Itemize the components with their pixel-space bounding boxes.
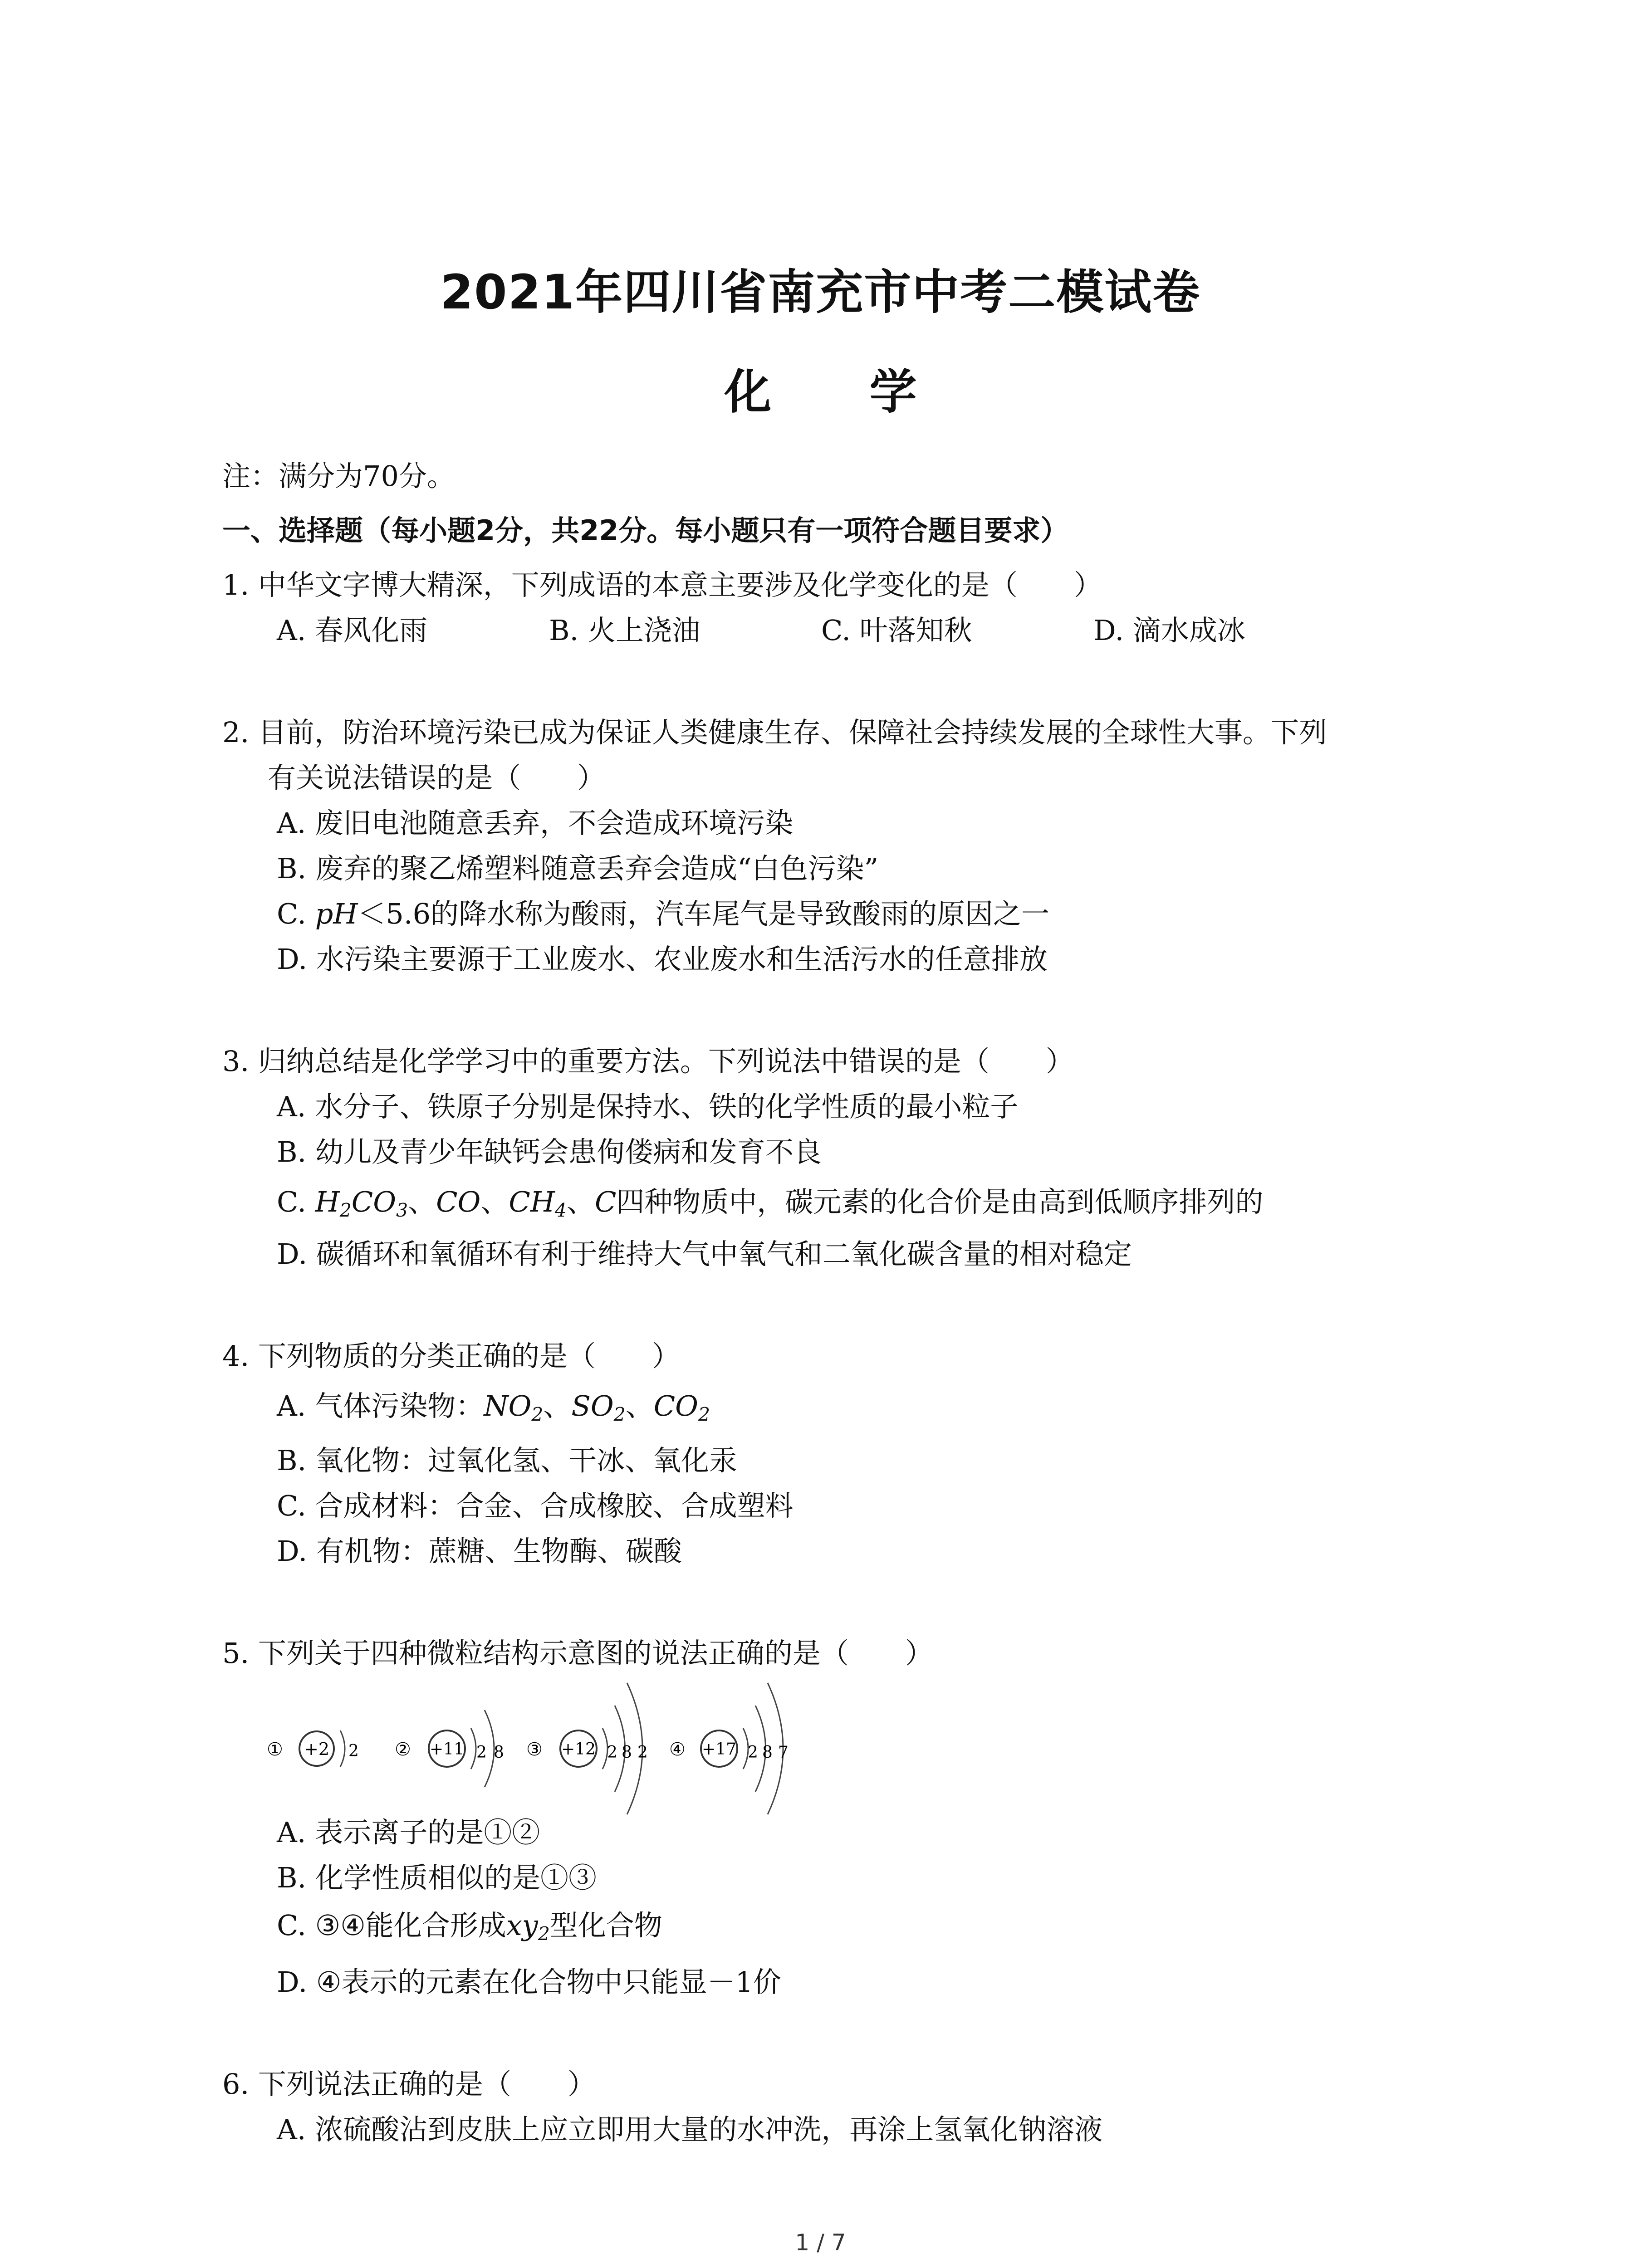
section-heading: 一、选择题（每小题2分，共22分。每小题只有一项符合题目要求） (222, 514, 1069, 547)
particle-1-label: ① (267, 1739, 283, 1760)
particle-1-shell-1-count: 2 (348, 1742, 359, 1760)
carbon-compounds-formula: $H_2CO_3$、CO、$CH_4$、C (315, 1185, 617, 1222)
question-3-option-c: C. $H_2CO_3$、CO、$CH_4$、C四种物质中，碳元素的化合价是由高到低顺序排列的 (277, 1185, 1264, 1222)
particle-4 (669, 1683, 789, 1814)
particle-3-shell-1-count: 2 (607, 1743, 617, 1762)
particle-2-shell-2-count: 8 (494, 1743, 504, 1762)
particle-4-label: ④ (669, 1739, 686, 1760)
question-2-option-c: C. pH＜5.6的降水称为酸雨，汽车尾气是导致酸雨的原因之一 (277, 897, 1050, 930)
xy2-formula: xy (506, 1909, 538, 1942)
question-4-stem: 4. 下列物质的分类正确的是（ ） (222, 1339, 680, 1373)
particle-1-nucleus-charge: +2 (304, 1739, 330, 1759)
particle-3 (526, 1683, 648, 1814)
question-2-stem-line-1: 2. 目前，防治环境污染已成为保证人类健康生存、保障社会持续发展的全球性大事。下列 (222, 716, 1327, 749)
question-4-option-a: A. 气体污染物：$NO_2$、$SO_2$、$CO_2$ (277, 1389, 710, 1426)
question-5-option-c: C. ③④能化合形成$xy_2$型化合物 (277, 1909, 662, 1945)
particle-4-nucleus-charge: +17 (702, 1740, 736, 1759)
particle-4-shell-3-count: 7 (778, 1743, 789, 1762)
question-1-stem: 1. 中华文字博大精深，下列成语的本意主要涉及化学变化的是（ ） (222, 568, 1102, 601)
question-2-option-d: D. 水污染主要源于工业废水、农业废水和生活污水的任意排放 (277, 943, 1048, 976)
particle-3-label: ③ (526, 1739, 543, 1760)
particle-3-shell-2-count: 8 (622, 1743, 632, 1762)
particle-1-shell-1 (340, 1730, 345, 1767)
question-1-option-d: D. 滴水成冰 (1093, 614, 1245, 647)
question-6-option-a: A. 浓硫酸沾到皮肤上应立即用大量的水冲洗，再涂上氢氧化钠溶液 (277, 2113, 1103, 2146)
question-3-stem: 3. 归纳总结是化学学习中的重要方法。下列说法中错误的是（ ） (222, 1045, 1074, 1078)
gas-pollutants-formula: $NO_2$、$SO_2$、$CO_2$ (484, 1389, 710, 1426)
question-2-option-a: A. 废旧电池随意丢弃，不会造成环境污染 (277, 807, 794, 840)
exam-title: 2021年四川省南充市中考二模试卷 (440, 264, 1201, 320)
particle-2-label: ② (395, 1739, 411, 1760)
question-4-option-b: B. 氧化物：过氧化氢、干冰、氧化汞 (277, 1444, 737, 1477)
question-5-stem: 5. 下列关于四种微粒结构示意图的说法正确的是（ ） (222, 1637, 933, 1670)
question-3-option-d: D. 碳循环和氧循环有利于维持大气中氧气和二氧化碳含量的相对稳定 (277, 1237, 1132, 1271)
question-3-option-a: A. 水分子、铁原子分别是保持水、铁的化学性质的最小粒子 (277, 1090, 1019, 1123)
subject-title: 化 学 (724, 364, 958, 420)
question-5-option-d: D. ④表示的元素在化合物中只能显－1价 (277, 1965, 781, 1999)
question-1-option-c: C. 叶落知秋 (821, 614, 972, 647)
question-5-option-b: B. 化学性质相似的是①③ (277, 1861, 597, 1894)
question-1-option-a: A. 春风化雨 (277, 614, 428, 647)
particle-2-nucleus-charge: +11 (430, 1740, 464, 1759)
particle-4-shell-2-count: 8 (762, 1743, 773, 1762)
question-2-option-b: B. 废弃的聚乙烯塑料随意丢弃会造成“白色污染” (277, 852, 879, 885)
particle-structure-diagram (259, 1669, 830, 1819)
question-4-option-d: D. 有机物：蔗糖、生物酶、碳酸 (277, 1535, 682, 1568)
particle-2 (395, 1710, 504, 1787)
question-2-stem-line-2: 有关说法错误的是（ ） (268, 761, 606, 794)
particle-3-nucleus-charge: +12 (561, 1740, 596, 1759)
score-note: 注：满分为70分。 (222, 459, 455, 493)
ph-formula: pH (315, 897, 358, 930)
question-6-stem: 6. 下列说法正确的是（ ） (222, 2068, 596, 2101)
page-number: 1 / 7 (795, 2229, 846, 2256)
particle-1 (267, 1730, 359, 1767)
particle-4-shell-1-count: 2 (748, 1743, 758, 1762)
question-3-option-b: B. 幼儿及青少年缺钙会患佝偻病和发育不良 (277, 1135, 822, 1168)
particle-2-shell-1 (471, 1728, 476, 1769)
particle-3-shell-3-count: 2 (637, 1743, 648, 1762)
question-5-option-a: A. 表示离子的是①② (277, 1816, 540, 1849)
question-4-option-c: C. 合成材料：合金、合成橡胶、合成塑料 (277, 1489, 794, 1522)
question-1-option-b: B. 火上浇油 (549, 614, 700, 647)
particle-2-shell-1-count: 2 (476, 1743, 487, 1762)
